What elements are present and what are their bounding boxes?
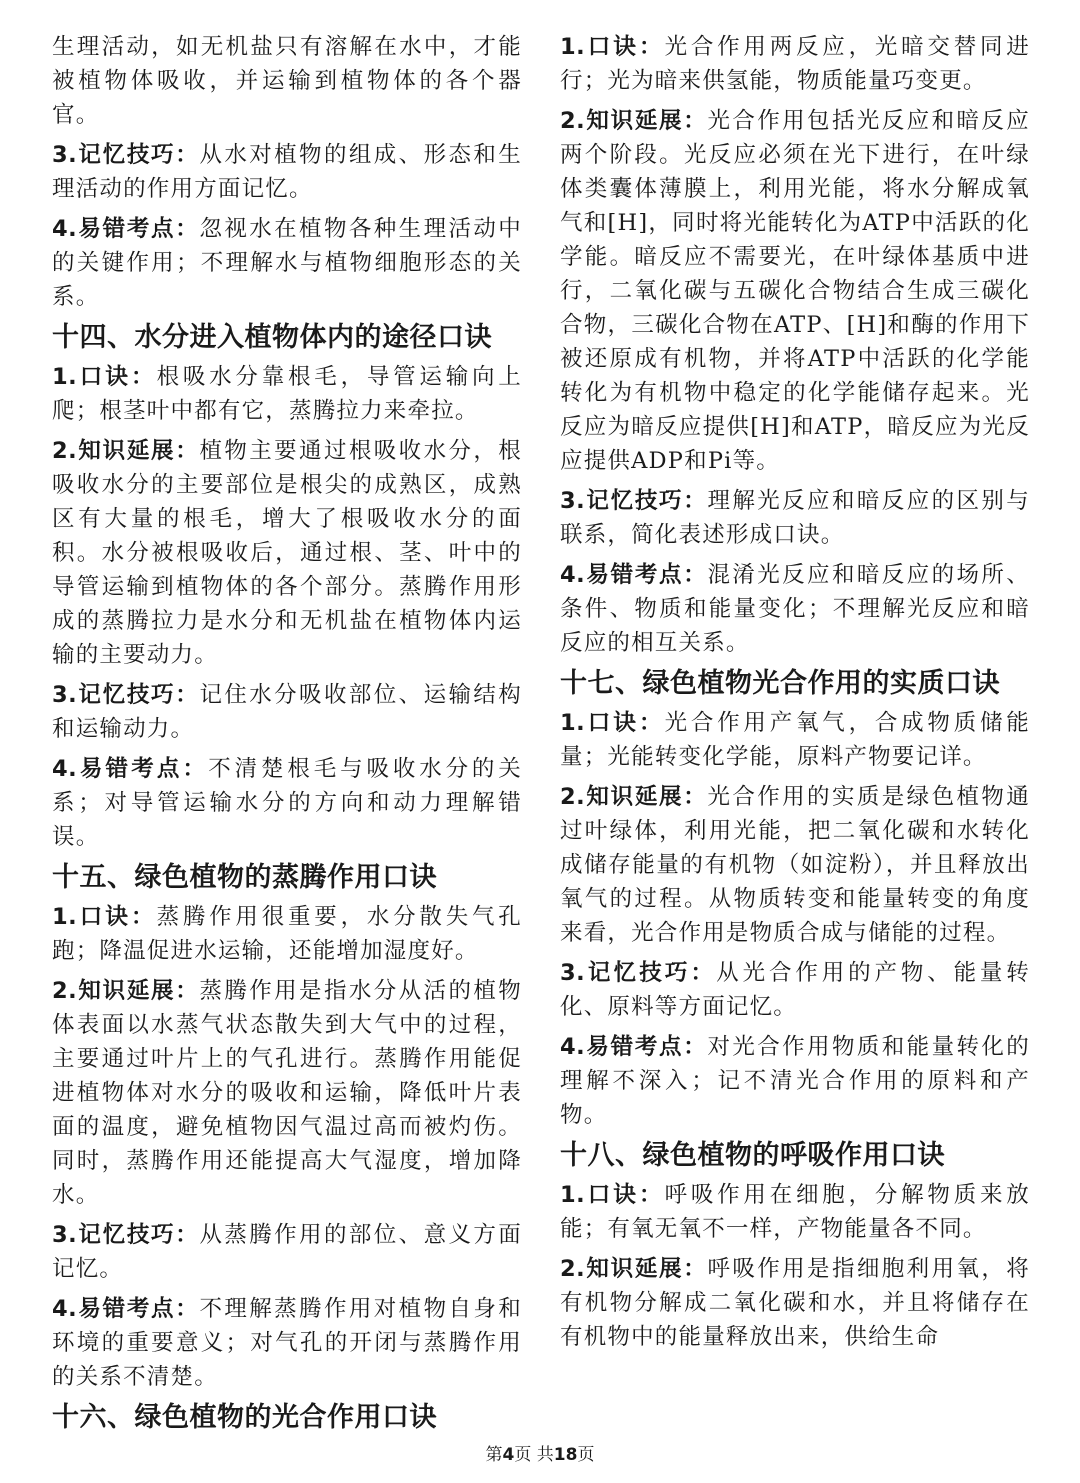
rhyme-14: 1.口诀：根吸水分靠根毛，导管运输向上爬；根茎叶中都有它，蒸腾拉力来牵拉。: [52, 364, 522, 424]
section-heading-15: 十五、绿色植物的蒸腾作用口诀: [52, 862, 437, 893]
rhyme-15: 1.口诀：蒸腾作用很重要，水分散失气孔跑；降温促进水运输，还能增加湿度好。: [52, 904, 522, 964]
knowledge-18: 2.知识延展：呼吸作用是指细胞利用氧，将有机物分解成二氧化碳和水，并且将储存在有机物中的能量释放出来，供给生命: [560, 1256, 1030, 1350]
section-heading-16: 十六、绿色植物的光合作用口诀: [52, 1402, 437, 1433]
error-point-16: 4.易错考点：混淆光反应和暗反应的场所、条件、物质和能量变化；不理解光反应和暗反应的相互关系。: [560, 562, 1030, 656]
memory-tip-14: 3.记忆技巧：记住水分吸收部位、运输结构和运输动力。: [52, 682, 522, 742]
section-heading-14: 十四、水分进入植物体内的途径口诀: [52, 322, 492, 353]
knowledge-15: 2.知识延展：蒸腾作用是指水分从活的植物体表面以水蒸气状态散失到大气中的过程，主要通过叶片上的气孔进行。蒸腾作用能促进植物体对水分的吸收和运输，降低叶片表面的温度，避免植物因气温过高而被灼伤。同时，蒸腾作用还能提高大气湿度，增加降水。: [52, 978, 522, 1208]
memory-tip-16: 3.记忆技巧：理解光反应和暗反应的区别与联系，简化表述形成口诀。: [560, 488, 1030, 548]
knowledge-14: 2.知识延展：植物主要通过根吸收水分，根吸收水分的主要部位是根尖的成熟区，成熟区有大量的根毛，增大了根吸收水分的面积。水分被根吸收后，通过根、茎、叶中的导管运输到植物体的各个部分。蒸腾作用形成的蒸腾拉力是水分和无机盐在植物体内运输的主要动力。: [52, 438, 522, 668]
rhyme-18: 1.口诀：呼吸作用在细胞，分解物质来放能；有氧无氧不一样，产物能量各不同。: [560, 1182, 1030, 1242]
page-footer: 第4页 共18页: [485, 1445, 595, 1465]
left-column: [52, 30, 522, 1440]
error-point-14: 4.易错考点：不清楚根毛与吸收水分的关系；对导管运输水分的方向和动力理解错误。: [52, 756, 523, 850]
knowledge-17: 2.知识延展：光合作用的实质是绿色植物通过叶绿体，利用光能，把二氧化碳和水转化成储存能量的有机物（如淀粉），并且释放出氧气的过程。从物质转变和能量转变的角度来看，光合作用是物质合成与储能的过程。: [560, 784, 1030, 946]
section-heading-17: 十七、绿色植物光合作用的实质口诀: [560, 668, 1000, 699]
memory-tip-17: 3.记忆技巧：从光合作用的产物、能量转化、原料等方面记忆。: [560, 960, 1031, 1020]
error-point-17: 4.易错考点：对光合作用物质和能量转化的理解不深入；记不清光合作用的原料和产物。: [560, 1034, 1030, 1128]
continued-paragraph: 生理活动，如无机盐只有溶解在水中，才能被植物体吸收，并运输到植物体的各个器官。: [52, 34, 522, 128]
section-heading-18: 十八、绿色植物的呼吸作用口诀: [560, 1140, 945, 1171]
knowledge-16: 2.知识延展：光合作用包括光反应和暗反应两个阶段。光反应必须在光下进行，在叶绿体类囊体薄膜上，利用光能，将水分解成氧气和[H]，同时将光能转化为ATP中活跃的化学能。暗反应不需要光，在叶绿体基质中进行，二氧化碳与五碳化合物结合生成三碳化合物，三碳化合物在ATP、[H]和酶的作用下被还原成有机物，并将ATP中活跃的化学能转化为有机物中稳定的化学能储存起来。光反应为暗反应提供[H]和ATP，暗反应为光反应提供ADP和Pi等。: [560, 108, 1030, 474]
memory-tip-13: 3.记忆技巧：从水对植物的组成、形态和生理活动的作用方面记忆。: [52, 142, 522, 202]
right-column: [560, 30, 1030, 1360]
rhyme-17: 1.口诀：光合作用产氧气，合成物质储能量；光能转变化学能，原料产物要记详。: [560, 710, 1030, 770]
page-number: 4: [502, 1445, 515, 1465]
page-total: 18: [553, 1445, 578, 1465]
error-point-15: 4.易错考点：不理解蒸腾作用对植物自身和环境的重要意义；对气孔的开闭与蒸腾作用的关系不清楚。: [52, 1296, 522, 1390]
memory-tip-15: 3.记忆技巧：从蒸腾作用的部位、意义方面记忆。: [52, 1222, 522, 1282]
error-point-13: 4.易错考点：忽视水在植物各种生理活动中的关键作用；不理解水与植物细胞形态的关系。: [52, 216, 522, 310]
rhyme-16: 1.口诀：光合作用两反应，光暗交替同进行；光为暗来供氢能，物质能量巧变更。: [560, 34, 1030, 94]
